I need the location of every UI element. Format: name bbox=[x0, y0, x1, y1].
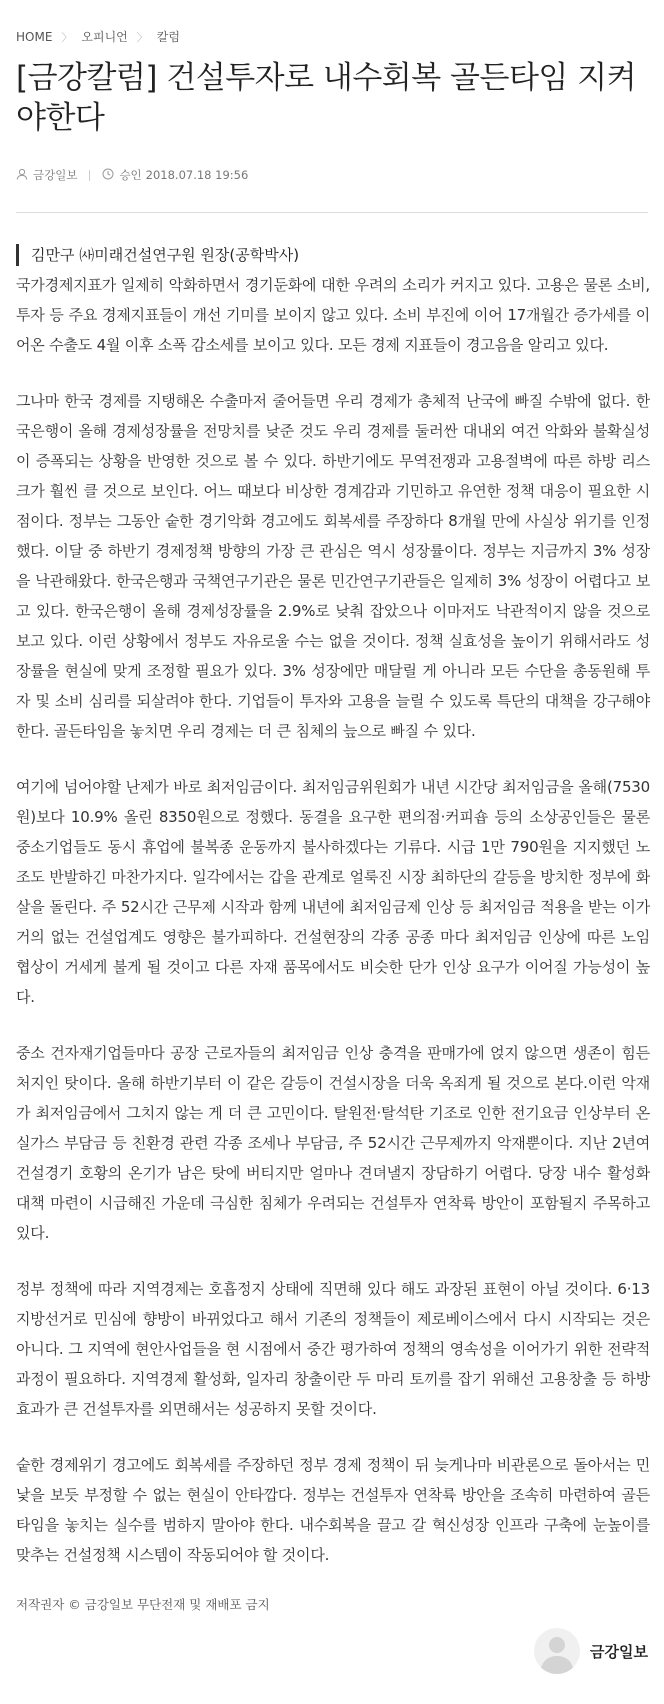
breadcrumb-column[interactable]: 칼럼 bbox=[156, 30, 180, 44]
avatar bbox=[534, 1628, 580, 1674]
approval-label: 승인 bbox=[119, 168, 142, 182]
user-icon bbox=[16, 168, 28, 183]
article-meta bbox=[16, 167, 248, 183]
article-paragraph: 숱한 경제위기 경고에도 회복세를 주장하던 정부 경제 정책이 뒤 늦게나마 비관론으로 돌아서는 민낯을 보듯 부정할 수 없는 현실이 안타깝다. 정부는 건설투자 연착륙 방안을 조속히 마련하여 골든타임을 놓치는 실수를 범하지 말아야 한다. 내수회복을 끌고 갈 혁신성장 인프라 구축에 눈높이를 맞추는 건설정책 시스템이 작동되어야 할 것이다. bbox=[16, 1456, 650, 1564]
breadcrumb-separator: 〉 bbox=[61, 30, 73, 44]
header-divider bbox=[16, 212, 648, 213]
breadcrumb-separator: 〉 bbox=[136, 30, 148, 44]
copyright-notice: 저작권자 © 금강일보 무단전재 및 재배포 금지 bbox=[16, 1597, 270, 1612]
author-byline: 김만구 ㈔미래건설연구원 원장(공학박사) bbox=[16, 244, 299, 266]
article-paragraph: 중소 건자재기업들마다 공장 근로자들의 최저임금 인상 충격을 판매가에 얹지 않으면 생존이 힘든 처지인 탓이다. 올해 하반기부터 이 같은 갈등이 건설시장을 더욱 옥죄게 될 것으로 본다.이런 악재가 최저임금에서 그치지 않는 게 더 큰 고민이다. 탈원전·탈석탄 기조로 인한 전기요금 인상부터 온실가스 부담금 등 친환경 관련 각종 조세나 부담금, 주 52시간 근무제까지 악재뿐이다. 지난 2년여 건설경기 호황의 온기가 남은 탓에 버티지만 얼마나 견뎌낼지 장담하기 어렵다. 당장 내수 활성화 대책 마련이 시급해진 가운데 극심한 침체가 우려되는 건설투자 연착륙 방안이 포함될지 주목하고 있다. bbox=[16, 1044, 650, 1242]
article-paragraph: 여기에 넘어야할 난제가 바로 최저임금이다. 최저임금위원회가 내년 시간당 최저임금을 올해(7530원)보다 10.9% 올린 8350원으로 정했다. 동결을 요구한 편의점·커피숍 등의 소상공인들은 물론 중소기업들도 동시 휴업에 불복종 운동까지 불사하겠다는 기류다. 시급 1만 790원을 지지했던 노조도 반발하긴 마찬가지다. 일각에서는 갑을 관계로 얼룩진 시장 최하단의 갈등을 방치한 정부에 화살을 돌린다. 주 52시간 근무제 시작과 함께 내년에 최저임금제 인상 등 최저임금 적용을 받는 이가 거의 없는 건설업계도 영향은 불가피하다. 건설현장의 각종 공종 마다 최저임금 인상에 따른 노임 협상이 거세게 불게 될 것이고 다른 자재 품목에서도 비슷한 단가 인상 요구가 이어질 가능성이 높다. bbox=[16, 778, 650, 1006]
publisher-profile[interactable] bbox=[534, 1628, 648, 1674]
publisher-name[interactable]: 금강일보 bbox=[590, 1642, 648, 1661]
clock-icon bbox=[102, 168, 114, 183]
article-body bbox=[16, 270, 650, 1596]
article-paragraph: 국가경제지표가 일제히 악화하면서 경기둔화에 대한 우려의 소리가 커지고 있다. 고용은 물론 소비, 투자 등 주요 경제지표들이 개선 기미를 보이지 않고 있다. 소비 부진에 이어 17개월간 증가세를 이어온 수출도 4월 이후 소폭 감소세를 보이고 있다. 모든 경제 지표들이 경고음을 알리고 있다. bbox=[16, 276, 650, 354]
avatar-placeholder-icon bbox=[534, 1628, 580, 1674]
author-name[interactable]: 금강일보 bbox=[33, 168, 78, 182]
breadcrumb-opinion[interactable]: 오피니언 bbox=[81, 30, 128, 44]
article-title: [금강칼럼] 건설투자로 내수회복 골든타임 지켜야한다 bbox=[16, 60, 637, 136]
article-paragraph: 그나마 한국 경제를 지탱해온 수출마저 줄어들면 우리 경제가 총체적 난국에 빠질 수밖에 없다. 한국은행이 올해 경제성장률을 전망치를 낮준 것도 우리 경제를 둘러싼 대내외 여건 악화와 불확실성이 증폭되는 상황을 반영한 것으로 볼 수 있다. 하반기에도 무역전쟁과 고용절벽에 따른 하방 리스크가 훨씬 클 것으로 보인다. 어느 때보다 비상한 경계감과 기민하고 유연한 정책 대응이 필요한 시점이다. 정부는 그동안 숱한 경기악화 경고에도 회복세를 주장하다 8개월 만에 사실상 위기를 인정했다. 이달 중 하반기 경제정책 방향의 가장 큰 관심은 역시 성장률이다. 정부는 지금까지 3% 성장을 낙관해왔다. 한국은행과 국책연구기관은 물론 민간연구기관들은 일제히 3% 성장이 어렵다고 보고 있다. 한국은행이 올해 경제성장률을 2.9%로 낮춰 잡았으나 이마저도 낙관적이지 않을 것으로 보고 있다. 이런 상황에서 정부도 자유로울 수는 없을 것이다. 정책 실효성을 높이기 위해서라도 성장률을 현실에 맞게 조정할 필요가 있다. 3% 성장에만 매달릴 게 아니라 모든 수단을 총동원해 투자 및 소비 심리를 되살려야 한다. 기업들이 투자와 고용을 늘릴 수 있도록 특단의 대책을 강구해야 한다. 골든타임을 놓치면 우리 경제는 더 큰 침체의 늪으로 빠질 수 있다. bbox=[16, 392, 650, 740]
approval-datetime: 2018.07.18 19:56 bbox=[145, 168, 249, 182]
meta-divider bbox=[89, 170, 90, 181]
breadcrumb-home[interactable]: HOME bbox=[16, 29, 53, 44]
article-paragraph: 정부 정책에 따라 지역경제는 호흡정지 상태에 직면해 있다 해도 과장된 표현이 아닐 것이다. 6·13 지방선거로 민심에 향방이 바뀌었다고 해서 기존의 정책들이 제로베이스에서 다시 시작되는 것은 아니다. 그 지역에 현안사업들을 현 시점에서 중간 평가하여 정책의 영속성을 이어가기 위한 전략적 과정이 필요하다. 지역경제 활성화, 일자리 창출이란 두 마리 토끼를 잡기 위해선 고용창출 등 하방효과가 큰 건설투자를 외면해서는 성공하지 못할 것이다. bbox=[16, 1280, 650, 1418]
breadcrumb bbox=[16, 28, 180, 45]
